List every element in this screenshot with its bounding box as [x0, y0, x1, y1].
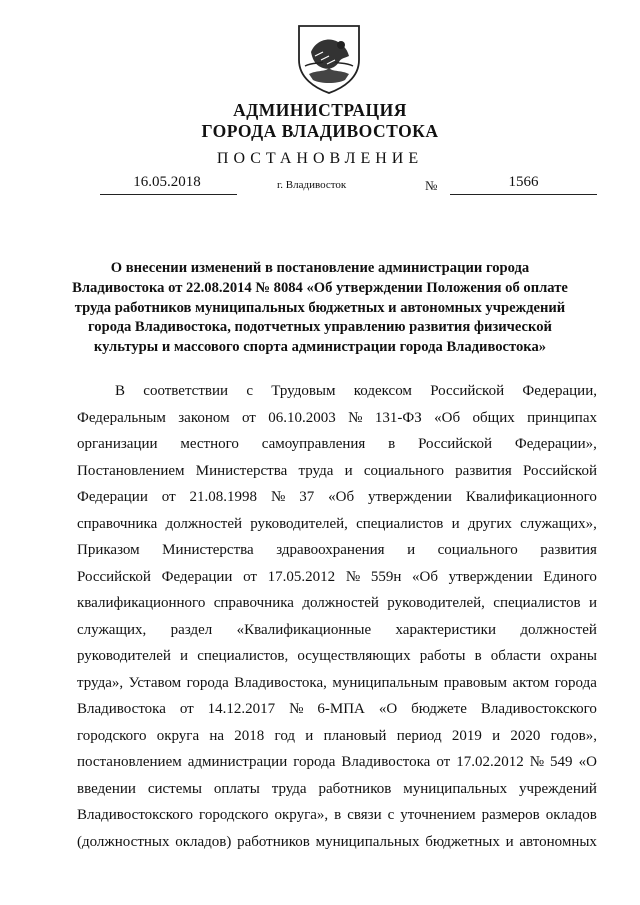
body-line: справочника должностей руководителей, специалистов и других служащих»,	[77, 515, 597, 532]
subject-line: Владивостока от 22.08.2014 № 8084 «Об утверждении Положения об оплате	[72, 279, 568, 296]
body-line: организации местного самоуправления в Российской Федерации»,	[77, 436, 597, 452]
subject-line: культуры и массового спорта администрации города Владивостока»	[93, 339, 547, 356]
body-line: Владивостокского городского округа», в связи с уточнением размеров окладов	[77, 807, 597, 823]
document-body	[77, 378, 597, 855]
body-line: Приказом Министерства здравоохранения и социального развития	[77, 542, 597, 558]
organization-name-line2: ГОРОДА ВЛАДИВОСТОКА	[201, 121, 439, 141]
number-sign: №	[425, 178, 438, 193]
body-line: Владивостока от 14.12.2017 № 6-МПА «О бюджете Владивостокского	[77, 701, 597, 717]
body-line: руководителей и специалистов, осуществляющих работы в области охраны	[77, 648, 597, 664]
number-underline	[450, 194, 597, 195]
body-line: (должностных окладов) работников муниципальных бюджетных и автономных	[77, 833, 597, 850]
body-line: квалификационного справочника должностей руководителей, специалистов и	[77, 595, 597, 611]
body-line: Федеральным законом от 06.10.2003 № 131-ФЗ «Об общих принципах	[77, 409, 597, 426]
body-line: труда», Уставом города Владивостока, муниципальным правовым актом города	[77, 674, 597, 691]
body-line: Федерации от 21.08.1998 № 37 «Об утверждении Квалификационного	[77, 489, 597, 505]
subject-line: города Владивостока, подотчетных управлению развития физической	[88, 319, 552, 336]
organization-name-line1: АДМИНИСТРАЦИЯ	[233, 100, 407, 120]
body-line: городского округа на 2018 год и плановый период 2019 и 2020 годов»,	[77, 727, 597, 744]
date-underline	[100, 194, 237, 195]
body-line: Постановлением Министерства труда и социального развития Российской	[77, 462, 597, 479]
body-line: введении системы оплаты труда работников муниципальных учреждений	[77, 780, 597, 797]
body-line: В соответствии с Трудовым кодексом Российской Федерации,	[115, 383, 597, 399]
document-date: 16.05.2018	[133, 174, 201, 190]
document-subject	[60, 259, 580, 358]
subject-line: труда работников муниципальных бюджетных и автономных учреждений	[74, 299, 566, 316]
subject-line: О внесении изменений в постановление администрации города	[110, 260, 530, 276]
document-type: ПОСТАНОВЛЕНИЕ	[216, 150, 424, 167]
document-city: г. Владивосток	[277, 179, 347, 191]
coat-of-arms-icon	[291, 22, 367, 96]
body-line: Российской Федерации от 17.05.2012 № 559н «Об утверждении Единого	[77, 568, 597, 585]
document-number: 1566	[508, 174, 539, 190]
body-line: постановлением администрации города Владивостока от 17.02.2012 № 549 «О	[77, 754, 597, 770]
body-line: служащих, раздел «Квалификационные характеристики должностей	[77, 621, 597, 638]
